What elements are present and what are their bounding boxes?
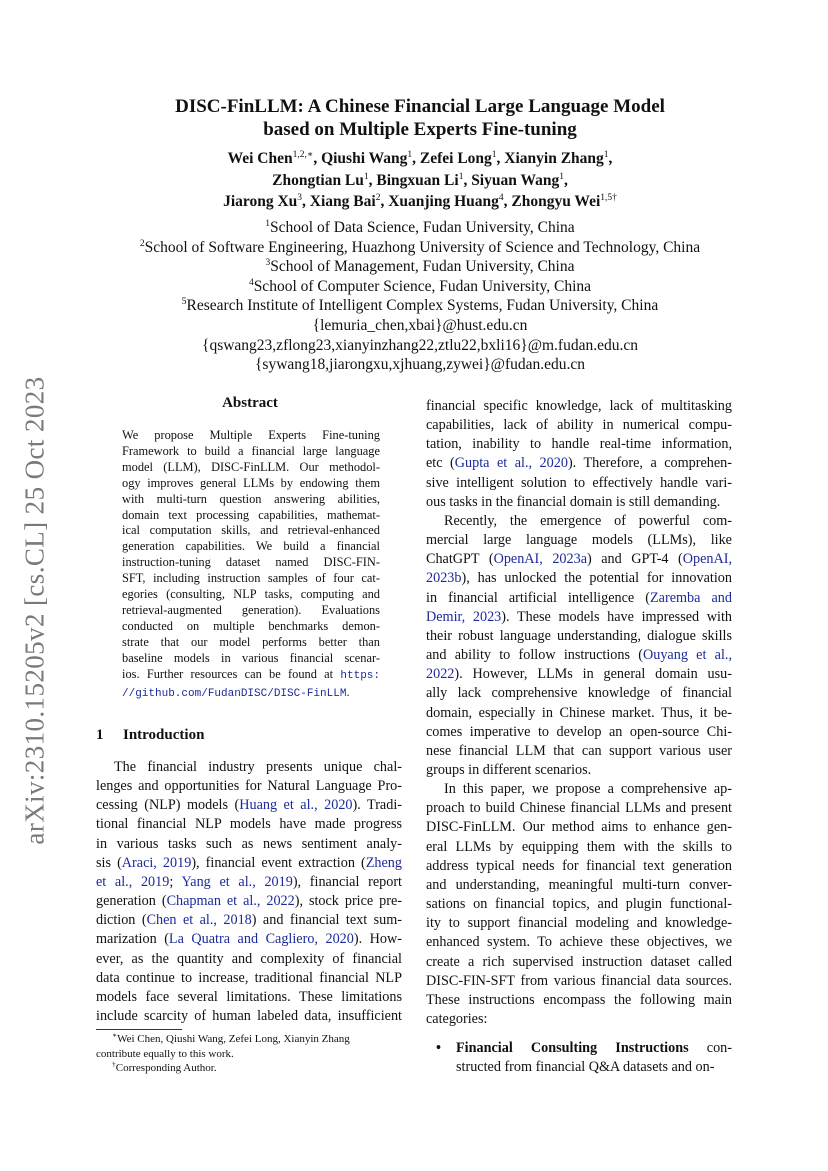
affiliation-mark: 2: [139, 238, 145, 249]
text-line: [426, 512, 732, 531]
author-line: [100, 148, 740, 170]
text-run: ). How-: [353, 931, 402, 948]
author-name-text: Qiushi Wang: [321, 150, 408, 167]
author-line: [100, 191, 740, 213]
text-run: diction (: [96, 912, 147, 929]
text-run: strate that our model performs better than: [122, 634, 380, 649]
author-affiliation-mark: 1: [603, 149, 609, 160]
text-run: enhanced system. To achieve these objectives, we: [426, 934, 732, 951]
text-line: [122, 603, 380, 619]
footnote-rule: [96, 1029, 182, 1030]
url-link[interactable]: https:: [340, 669, 380, 682]
affiliation-text: {sywang18,jiarongxu,xjhuang,zywei}@fudan.edu.cn: [254, 356, 586, 374]
bullet-item: [436, 1039, 732, 1077]
affiliation-text: {lemuria_chen,xbai}@hust.edu.cn: [312, 316, 528, 334]
footnote-text: contribute equally to this work.: [96, 1047, 234, 1060]
author-affiliation-mark: 1,2,∗: [292, 149, 314, 160]
text-line: [96, 854, 402, 873]
text-line: [122, 685, 380, 703]
title-line: based on Multiple Experts Fine-tuning: [263, 119, 577, 140]
text-line: [426, 531, 732, 550]
author-affiliation-mark: 1: [458, 171, 464, 182]
text-run: lenges and opportunities for Natural Language Pro-: [96, 778, 402, 795]
text-run: ogy improves general LLMs by endowing them: [122, 475, 380, 490]
text-run: ), has unlocked the potential for innovation: [461, 570, 732, 587]
text-line: [122, 555, 380, 571]
abstract-body: [122, 428, 380, 702]
url-link[interactable]: //github.com/FudanDISC/DISC-FinLLM: [122, 687, 347, 700]
text-line: [426, 397, 732, 416]
citation-link[interactable]: Yang et al., 2019: [181, 873, 293, 890]
text-run: Framework to build a financial large language: [122, 443, 380, 458]
text-line: [96, 1007, 402, 1026]
text-line: [426, 646, 732, 665]
author-name-text: Wei Chen: [227, 150, 293, 167]
author-affiliation-mark: 2: [375, 192, 381, 203]
text-run: categories:: [426, 1011, 488, 1027]
citation-link[interactable]: et al., 2019: [96, 873, 170, 890]
affiliation-text: School of Management, Fudan University, China: [270, 258, 575, 276]
text-line: [426, 665, 732, 684]
citation-link[interactable]: Araci, 2019: [121, 854, 192, 871]
author-name: [511, 193, 617, 210]
text-line: [122, 444, 380, 460]
text-run: and ability to follow instructions (: [426, 647, 643, 664]
arxiv-identifier: arXiv:2310.15205v2 [cs.CL] 25 Oct 2023: [19, 375, 50, 845]
footnote-text: Wei Chen, Qiushi Wang, Zefei Long, Xianyin Zhang: [117, 1033, 350, 1045]
author-affiliation-mark: 1: [363, 171, 369, 182]
text-run: in financial artificial intelligence (: [426, 589, 650, 606]
left-column-text: [96, 758, 402, 1026]
author-affiliation-mark: 1: [407, 149, 413, 160]
text-run: etc (: [426, 455, 455, 472]
affiliation: [90, 257, 750, 277]
text-run: their robust language understanding, dialogue skills: [426, 627, 732, 644]
text-run: conducted on multiple benchmarks demon-: [122, 618, 380, 633]
text-line: [96, 815, 402, 834]
text-run: ). Therefore, a comprehen-: [567, 455, 732, 472]
text-run: In this paper, we propose a comprehensive ap-: [444, 781, 732, 798]
text-line: [426, 474, 732, 493]
text-run: ), stock price pre-: [294, 893, 402, 910]
text-run: address typical needs for financial text generation: [426, 857, 732, 874]
arxiv-stamp: [20, 372, 50, 848]
affiliation-mark: 1: [265, 218, 271, 229]
author-separator: ,: [368, 171, 377, 189]
text-line: [426, 416, 732, 435]
text-line: [96, 835, 402, 854]
author-separator: ,: [302, 193, 310, 210]
author-name: [321, 150, 412, 167]
text-run: ), financial event extraction (: [191, 854, 366, 871]
author-separator: ,: [563, 171, 568, 189]
text-line: [122, 460, 380, 476]
text-run: egories (consulting, NLP tasks, computing and: [122, 587, 380, 602]
text-line: [426, 704, 732, 723]
text-run: in various tasks such as news sentiment analy-: [96, 835, 402, 852]
author-separator: ,: [313, 150, 322, 167]
author-name: [388, 193, 503, 210]
text-run: ), financial report: [292, 873, 402, 890]
bullet-text: con-: [688, 1040, 732, 1056]
text-run: ChatGPT (: [426, 551, 494, 568]
text-run: ever, as the quantity and complexity of financial: [96, 950, 402, 967]
affiliation-mark: 5: [181, 297, 187, 308]
footnote-text: Corresponding Author.: [115, 1062, 217, 1074]
author-name-text: Jiarong Xu: [223, 193, 298, 210]
author-name-text: Siyuan Wang: [471, 171, 560, 189]
footnote-line: [96, 1061, 402, 1076]
author-separator: ,: [496, 150, 505, 167]
text-run: model (LLM), DISC-FinLLM. Our methodol-: [122, 459, 380, 474]
text-run: nese financial LLM that can support various user: [426, 742, 732, 759]
section-title: Introduction: [123, 727, 205, 743]
affiliation: [90, 296, 750, 316]
text-run: generation capabilities. We build a financial: [122, 539, 380, 554]
footnote-mark: ∗: [112, 1030, 118, 1040]
affiliation-text: School of Computer Science, Fudan University, China: [253, 277, 592, 295]
affiliation-text: School of Software Engineering, Huazhong University of Science and Technology, China: [144, 238, 701, 256]
text-run: sations on financial topics, and plugin functional-: [426, 896, 732, 913]
citation-link[interactable]: Zheng: [365, 854, 402, 871]
text-line: [96, 873, 402, 892]
text-line: [122, 523, 380, 539]
text-run: marization (: [96, 931, 169, 948]
text-run: Recently, the emergence of powerful com-: [444, 512, 732, 529]
text-run: capabilities, lack of ability in numerical compu-: [426, 417, 732, 434]
bullet-label: Financial Consulting Instructions: [456, 1040, 689, 1056]
text-line: [426, 933, 732, 952]
author-name-text: Zhongyu Wei: [511, 193, 601, 210]
footnote-line: [96, 1047, 402, 1062]
text-run: instruction-tuning dataset named DISC-FIN-: [122, 555, 380, 570]
text-run: baseline models in various financial scenar-: [122, 650, 380, 665]
text-line: [122, 619, 380, 635]
text-line: [122, 539, 380, 555]
text-line: [96, 796, 402, 815]
text-run: proach to build Chinese financial LLMs and present: [426, 800, 732, 817]
text-run: with multi-turn question answering abilities,: [122, 491, 380, 506]
author-name-text: Zefei Long: [419, 150, 492, 167]
author-separator: ,: [412, 150, 420, 167]
text-line: [122, 667, 380, 685]
text-line: [426, 953, 732, 972]
email-line: [90, 336, 750, 356]
citation-link[interactable]: OpenAI, 2023a: [493, 551, 587, 568]
text-line: [96, 988, 402, 1007]
author-name: [272, 172, 369, 189]
text-line: [122, 651, 380, 667]
author-name: [223, 193, 302, 210]
author-name-text: Zhongtian Lu: [272, 171, 364, 189]
text-line: [122, 508, 380, 524]
text-run: These instructions encompass the following main: [426, 991, 732, 1008]
text-line: [122, 492, 380, 508]
citation-link[interactable]: Zaremba and: [650, 589, 732, 606]
author-affiliation-mark: 1: [491, 149, 497, 160]
citation-link[interactable]: Huang et al., 2020: [239, 797, 353, 814]
text-run: ity to support financial modeling and knowledge-: [426, 915, 732, 932]
affiliation: [90, 218, 750, 238]
author-separator: ,: [608, 150, 613, 167]
text-run: domain, especially in Chinese market. Thus, it be-: [426, 704, 732, 721]
text-line: [426, 876, 732, 895]
bullet-symbol: •: [436, 1040, 441, 1056]
affiliation-list: [90, 218, 750, 375]
affiliation-text: {qswang23,zflong23,xianyinzhang22,ztlu22,bxli16}@m.fudan.edu.cn: [202, 336, 638, 354]
paper-title: [100, 95, 740, 141]
text-line: [426, 589, 732, 608]
text-line: [96, 892, 402, 911]
author-name: [504, 150, 608, 167]
text-run: eral LLMs by equipping them with the skills to: [426, 838, 732, 855]
citation-link[interactable]: Chen et al., 2018: [146, 912, 252, 929]
text-line: [426, 684, 732, 703]
footnote-mark: †: [112, 1059, 116, 1069]
text-run: ) and financial text sum-: [251, 912, 402, 929]
author-affiliation-mark: 3: [297, 192, 303, 203]
text-run: data continue to increase, traditional financial NLP: [96, 969, 402, 986]
affiliation-text: Research Institute of Intelligent Complex Systems, Fudan University, China: [186, 297, 659, 315]
footnote-line: [96, 1032, 402, 1047]
citation-link[interactable]: Chapman et al., 2022: [166, 893, 295, 910]
text-run: ous tasks in the financial domain is still demanding.: [426, 493, 721, 510]
author-name-text: Xianyin Zhang: [504, 150, 604, 167]
text-run: comes imperative to develop an open-source Chi-: [426, 723, 732, 740]
author-affiliation-mark: 4: [498, 192, 504, 203]
text-line: [426, 454, 732, 473]
author-affiliation-mark: 1: [559, 171, 564, 182]
text-run: ) and GPT-4 (: [587, 551, 683, 568]
citation-link[interactable]: La Quatra and Cagliero, 2020: [168, 931, 354, 948]
bullet-line: structed from financial Q&A datasets and on-: [456, 1059, 715, 1076]
text-line: [122, 587, 380, 603]
text-line: [426, 799, 732, 818]
text-run: We propose Multiple Experts Fine-tuning: [122, 428, 380, 442]
author-name: [420, 150, 497, 167]
author-separator: ,: [463, 171, 472, 189]
text-run: The financial industry presents unique chal-: [114, 759, 402, 775]
text-line: [426, 857, 732, 876]
author-name: [228, 150, 314, 167]
text-run: DISC-FinLLM. Our method aims to enhance gen-: [426, 819, 732, 836]
text-run: ;: [169, 873, 182, 890]
affiliation: [90, 277, 750, 297]
section-number: 1: [96, 727, 104, 743]
text-run: ). These models have impressed with: [501, 608, 732, 625]
text-line: [426, 569, 732, 588]
text-run: models face several limitations. These limitations: [96, 988, 402, 1005]
text-run: and understanding, meaningful multi-turn conver-: [426, 876, 732, 893]
affiliation-mark: 3: [265, 258, 271, 269]
text-run: retrieval-augmented generation). Evaluations: [122, 602, 380, 617]
text-run: include scarcity of human labeled data, insufficient: [96, 1008, 402, 1025]
author-affiliation-mark: 1,5†: [600, 192, 617, 203]
citation-link[interactable]: Demir, 2023: [426, 608, 502, 625]
author-name-text: Xiang Bai: [309, 193, 376, 210]
author-name: [376, 172, 463, 189]
text-line: [426, 895, 732, 914]
affiliation: [90, 238, 750, 258]
text-line: [426, 780, 732, 799]
text-line: [122, 476, 380, 492]
text-run: groups in different scenarios.: [426, 761, 592, 778]
text-run: ical computation skills, and retrieval-enhanced: [122, 523, 380, 538]
author-name-text: Bingxuan Li: [376, 171, 459, 189]
affiliation-mark: 4: [248, 277, 254, 288]
citation-link[interactable]: OpenAI,: [682, 551, 732, 568]
text-line: [426, 914, 732, 933]
text-run: ). Tradi-: [352, 797, 402, 814]
text-line: [426, 723, 732, 742]
text-line: [96, 758, 402, 777]
text-line: [426, 838, 732, 857]
text-line: [426, 435, 732, 454]
bullet-line: [440, 1039, 732, 1058]
text-run: sive intelligent solution to effectively handle vari-: [426, 474, 732, 491]
text-line: [122, 571, 380, 587]
text-line: [426, 627, 732, 646]
section-heading: [96, 727, 204, 744]
text-line: [426, 493, 732, 512]
text-run: cessing (NLP) models (: [96, 797, 240, 814]
text-line: [426, 818, 732, 837]
right-column-text: [426, 397, 732, 1029]
text-line: [426, 761, 732, 780]
text-line: [426, 550, 732, 569]
text-line: [426, 1010, 732, 1029]
text-line: [426, 742, 732, 761]
affiliation-text: School of Data Science, Fudan University, China: [270, 219, 575, 236]
text-run: .: [346, 684, 350, 699]
author-list: [100, 148, 740, 213]
author-name: [471, 172, 564, 189]
text-line: [426, 608, 732, 627]
text-run: financial specific knowledge, lack of multitasking: [426, 398, 732, 414]
text-line: [426, 991, 732, 1010]
text-line: [122, 428, 380, 444]
text-line: [96, 950, 402, 969]
text-run: sis (: [96, 854, 122, 871]
author-separator: ,: [380, 193, 389, 210]
citation-link[interactable]: Gupta et al., 2020: [454, 455, 568, 472]
author-name: [310, 193, 381, 210]
text-run: ios. Further resources can be found at: [122, 666, 341, 681]
text-run: ). However, LLMs in general domain usu-: [454, 666, 732, 683]
email-line: [90, 316, 750, 336]
citation-link[interactable]: Ouyang et al.,: [643, 647, 732, 664]
author-separator: ,: [503, 193, 512, 210]
citation-link[interactable]: 2023b: [426, 570, 462, 587]
text-line: [96, 969, 402, 988]
text-run: tional financial NLP models have made progress: [96, 816, 402, 833]
title-line: DISC-FinLLM: A Chinese Financial Large Language Model: [175, 96, 665, 117]
author-line: [100, 170, 740, 192]
text-run: DISC-FIN-SFT from various financial data sources.: [426, 972, 732, 989]
text-line: [96, 777, 402, 796]
footnotes: [96, 1032, 402, 1076]
text-run: generation (: [96, 893, 167, 910]
text-line: [426, 972, 732, 991]
text-line: [96, 911, 402, 930]
text-line: [122, 635, 380, 651]
text-run: SFT, including instruction samples of four cat-: [122, 571, 380, 586]
author-name-text: Xuanjing Huang: [388, 193, 499, 210]
abstract-heading: Abstract: [222, 395, 278, 411]
text-run: create a rich supervised instruction dataset called: [426, 953, 732, 970]
text-run: tation, inability to handle real-time information,: [426, 436, 732, 453]
text-run: domain text processing capabilities, mathemat-: [122, 507, 380, 522]
text-line: [96, 930, 402, 949]
citation-link[interactable]: 2022: [426, 666, 455, 683]
text-run: ally lack comprehensive knowledge of financial: [426, 685, 732, 702]
email-line: [90, 355, 750, 375]
text-run: mercial large language models (LLMs), like: [426, 532, 732, 549]
